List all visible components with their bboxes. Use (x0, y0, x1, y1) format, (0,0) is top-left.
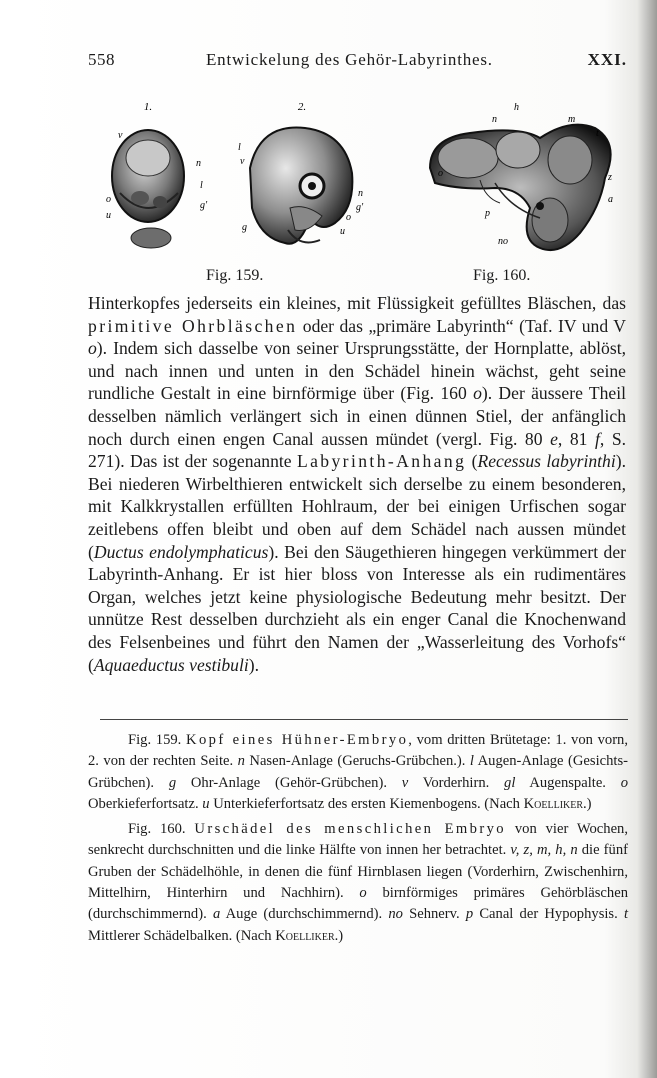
term-primitive-ohrblaeschen: primitive Ohrbläschen (88, 315, 298, 336)
legend-label: gl (504, 774, 516, 791)
fig159-label-gl2: g' (356, 202, 364, 213)
legend-text: Unterkieferfortsatz des ersten Kiemenbogens. (Nach (209, 795, 524, 812)
fig159-label-o: o (106, 194, 111, 205)
legend-text: Sehnerv. (402, 906, 466, 923)
fig159-legend (88, 730, 628, 815)
legend-label: u (202, 795, 210, 812)
legend-text: , vom dritten Brütetage: 1. von vorn, 2. von der rechten Seite. (88, 732, 629, 770)
fig160-drawing (430, 125, 611, 250)
legend-text: Nasen-Anlage (Geruchs-Grübchen.). (244, 753, 470, 770)
legend-text: Auge (durchschimmernd). (220, 906, 389, 923)
fig159-panel2-number: 2. (297, 101, 307, 113)
running-title: Entwickelung des Gehör-Labyrinthes. (206, 50, 493, 69)
legend-text: Fig. 159. (128, 732, 186, 748)
text-run: Hinterkopfes jederseits ein kleines, mit Flüssigkeit gefülltes Bläschen, das (88, 293, 626, 313)
body-paragraph (88, 292, 626, 676)
legend-label: a (212, 906, 221, 923)
fig159-label-o2: o (346, 212, 351, 223)
legend-label: v (401, 774, 409, 791)
figures-area (100, 98, 620, 268)
term-labyrinth-anhang: Labyrinth-Anhang (296, 451, 467, 472)
legend-text: Vorderhirn. (408, 774, 505, 791)
legend-text: Canal der Hypophysis. (473, 906, 624, 923)
label-o: o (88, 338, 97, 359)
fig159-label-n2: n (358, 188, 363, 199)
fig159-panel2-drawing (250, 128, 352, 244)
page-number: 558 (88, 50, 115, 69)
legend-label: o (620, 774, 628, 791)
figure-legends (88, 730, 628, 947)
fig160-legend (88, 819, 628, 947)
legend-label: p (465, 906, 474, 923)
fig160-label-t: t (596, 128, 599, 139)
legend-label: o (359, 885, 367, 902)
legend-label: v, z, m, h, n (510, 842, 578, 859)
legend-label: n (237, 753, 245, 770)
fig159-label-gl: g' (200, 200, 208, 211)
fig160-label-a: a (608, 194, 613, 205)
term-ductus-endolymphaticus: Ductus endolymphaticus (93, 541, 269, 562)
fig159-label-n: n (196, 158, 201, 169)
legend-text: Oberkieferfortsatz. (88, 795, 203, 812)
label-f: f (594, 428, 600, 449)
fig159-panel1-number: 1. (143, 101, 153, 113)
fig159-caption: Fig. 159. (206, 267, 264, 284)
text-run: ). Bei niederen Wirbelthieren entwickelt sich derselbe zu einem besonderen, mit Kalkkrystallen erfüllten Hohlraum, der bei einigen Urfischen sogar zeitlebens offen bleibt und oben auf dem Schädel nach aussen mündet ( (88, 451, 626, 562)
fig159-panel1-drawing (112, 130, 184, 248)
fig159-label-l2: l (238, 142, 241, 153)
text-run: , 81 (557, 428, 595, 449)
legend-text: die fünf Gruben der Schädelhöhle, in denen die fünf Hirnblasen liegen (Vorderhirn, Zwischenhirn, Mittelhirn, Hinterhirn und Nachhirn). (88, 842, 628, 902)
fig159-label-v: v (118, 130, 123, 141)
term-aquaeductus-vestibuli: Aquaeductus vestibuli (93, 654, 249, 675)
text-run: , S. 271). Das ist der sogenannte (88, 428, 627, 472)
text-run: ). Bei den Säugethieren hingegen verkümmert der Labyrinth-Anhang. Er ist hier bloss von Interesse als ein rudimentäres Organ, welches jetzt keine physiologische Bedeutung mehr besitzt. Der unnütze Rest desselben durchzieht als ein enger Canal die Knochenwand des Felsenbeines und führt den Namen der „Wasserleitung des Vorhofs“ ( (88, 541, 627, 675)
embryo-illustrations (100, 98, 620, 268)
legend-label: no (388, 906, 403, 923)
legend-text: .) (583, 795, 592, 812)
fig160-label-n: n (492, 114, 497, 125)
text-run: ). Indem sich dasselbe von seiner Ursprungsstätte, der Hornplatte, ablöst, und nach innen und unten in den Schädel hinein wächst, geht seine rundliche Gestalt in eine birnförmige über (Fig. 160 (88, 338, 626, 404)
legend-text: Ohr-Anlage (Gehör-Grübchen). (176, 774, 402, 791)
label-o: o (473, 383, 482, 404)
legend-text: Augenspalte. (515, 774, 621, 791)
main-paragraph (88, 292, 626, 676)
footnote-divider (100, 719, 628, 720)
legend-text: birnförmiges primäres Gehörbläschen (durchschimmernd). (88, 885, 628, 923)
fig160-label-h: h (514, 102, 519, 113)
legend-title: Urschädel des menschlichen Embryo (194, 821, 507, 838)
fig160-label-p: p (485, 208, 490, 219)
fig159-label-v2: v (240, 156, 245, 167)
text-run: oder das „primäre Labyrinth“ (Taf. IV und V (297, 315, 626, 336)
fig160-label-z: z (608, 172, 612, 183)
legend-label: t (623, 906, 629, 923)
fig159-label-g: g (242, 222, 247, 233)
fig159-label-u: u (106, 210, 111, 221)
fig160-label-m: m (568, 114, 576, 125)
fig159-label-l: l (200, 180, 203, 191)
label-e: e (550, 428, 558, 449)
legend-text: Fig. 160. (128, 821, 195, 838)
text-run: ( (466, 451, 478, 472)
legend-title: Kopf eines Hühner-Embryo (186, 732, 409, 748)
page-header (88, 50, 627, 74)
legend-label: g (168, 774, 177, 791)
legend-author: Koelliker (523, 795, 584, 812)
legend-text: von vier Wochen, senkrecht durchschnitten und die linke Hälfte von innen her betrachtet. (88, 821, 628, 859)
legend-label: l (469, 753, 474, 770)
chapter-number: XXI. (587, 50, 627, 69)
fig160-label-o: o (438, 168, 443, 179)
legend-text: .) (334, 927, 344, 944)
fig160-label-no: no (498, 236, 508, 247)
legend-text: Augen-Anlage (Gesichts-Grübchen). (88, 753, 628, 791)
fig160-caption: Fig. 160. (473, 267, 531, 284)
text-run: ). (248, 654, 260, 675)
legend-author: Koelliker (275, 927, 335, 944)
text-run: ). Der äussere Theil desselben nämlich verlängert sich in einen dünnen Stiel, der anfänglich noch durch einen engen Canal aussen mündet (vergl. Fig. 80 (88, 383, 626, 449)
term-recessus-labyrinthi: Recessus labyrinthi (477, 451, 616, 472)
legend-text: Mittlerer Schädelbalken. (Nach (88, 927, 276, 944)
fig159-label-u2: u (340, 226, 345, 237)
